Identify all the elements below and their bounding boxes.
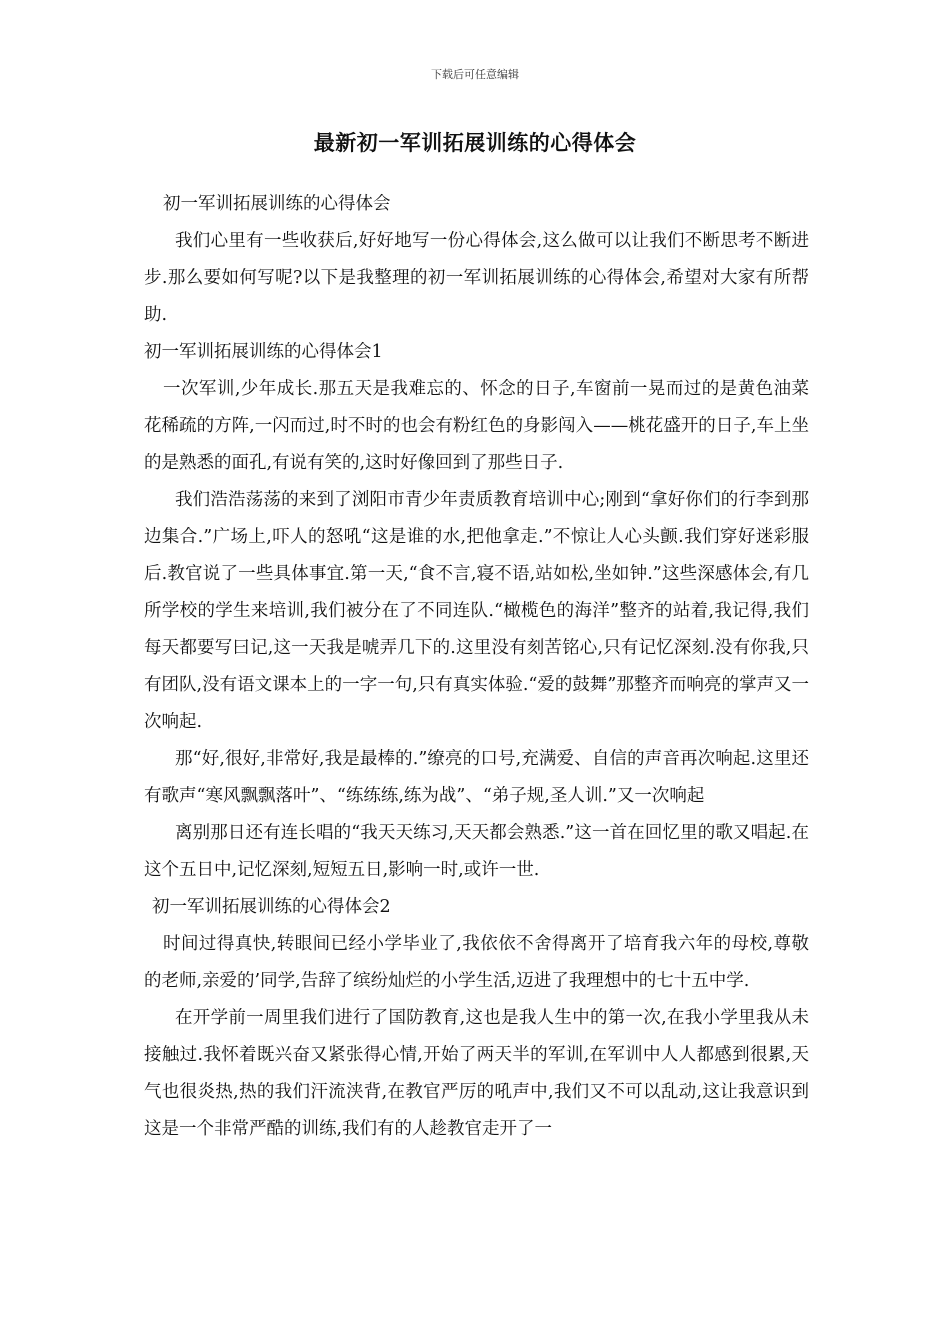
paragraph-2-1: 时间过得真快,转眼间已经小学毕业了,我依依不舍得离开了培育我六年的母校,尊敬的老师,亲爱的’同学,告辞了缤纷灿烂的小学生活,迈进了我理想中的七十五中学.: [144, 934, 809, 991]
paragraph-1-4: 离别那日还有连长唱的“我天天练习,天天都会熟悉.”这一首在回忆里的歌又唱起.在这个五日中,记忆深刻,短短五日,影响一时,或许一世.: [144, 823, 809, 880]
paragraph-1-3: 那“好,很好,非常好,我是最棒的.”缭亮的口号,充满爱、自信的声音再次响起.这里还有歌声“寒风飘飘落叶”、“练练练,练为战”、“弟子规,圣人训.”又一次响起: [144, 749, 809, 806]
intro-heading: 初一军训拓展训练的心得体会: [163, 194, 391, 214]
paragraph-2-2: 在开学前一周里我们进行了国防教育,这也是我人生中的第一次,在我小学里我从未接触过.我怀着既兴奋又紧张得心情,开始了两天半的军训,在军训中人人都感到很累,天气也很炎热,热的我们汗流浃背,在教官严厉的吼声中,我们又不可以乱动,这让我意识到这是一个非常严酷的训练,我们有的人趁教官走开了一: [144, 1008, 809, 1139]
paragraph-1-1: 一次军训,少年成长.那五天是我难忘的、怀念的日子,车窗前一晃而过的是黄色油菜花稀疏的方阵,一闪而过,时不时的也会有粉红色的身影闯入——桃花盛开的日子,车上坐的是熟悉的面孔,有说有笑的,这时好像回到了那些日子.: [144, 379, 809, 473]
paragraph-intro: 我们心里有一些收获后,好好地写一份心得体会,这么做可以让我们不断思考不断进步.那么要如何写呢?以下是我整理的初一军训拓展训练的心得体会,希望对大家有所帮助.: [144, 231, 809, 325]
page-header-note: 下载后可任意编辑: [431, 68, 519, 81]
document-title: 最新初一军训拓展训练的心得体会: [313, 130, 637, 155]
document-body: [144, 186, 809, 1148]
section-heading-1: 初一军训拓展训练的心得体会1: [144, 342, 383, 362]
section-heading-2: 初一军训拓展训练的心得体会2: [152, 897, 391, 917]
paragraph-1-2: 我们浩浩荡荡的来到了浏阳市青少年责质教育培训中心;刚到“拿好你们的行李到那边集合.”广场上,吓人的怒吼“这是谁的水,把他拿走.”不惊让人心头颤.我们穿好迷彩服后.教官说了一些具体事宜.第一天,“食不言,寝不语,站如松,坐如钟.”这些深感体会,有几所学校的学生来培训,我们被分在了不同连队.“橄榄色的海洋”整齐的站着,我记得,我们每天都要写曰记,这一天我是唬弄几下的.这里没有刻苦铭心,只有记忆深刻.没有你我,只有团队,没有语文课本上的一字一句,只有真实体验.“爱的鼓舞”那整齐而响亮的掌声又一次响起.: [144, 490, 809, 732]
